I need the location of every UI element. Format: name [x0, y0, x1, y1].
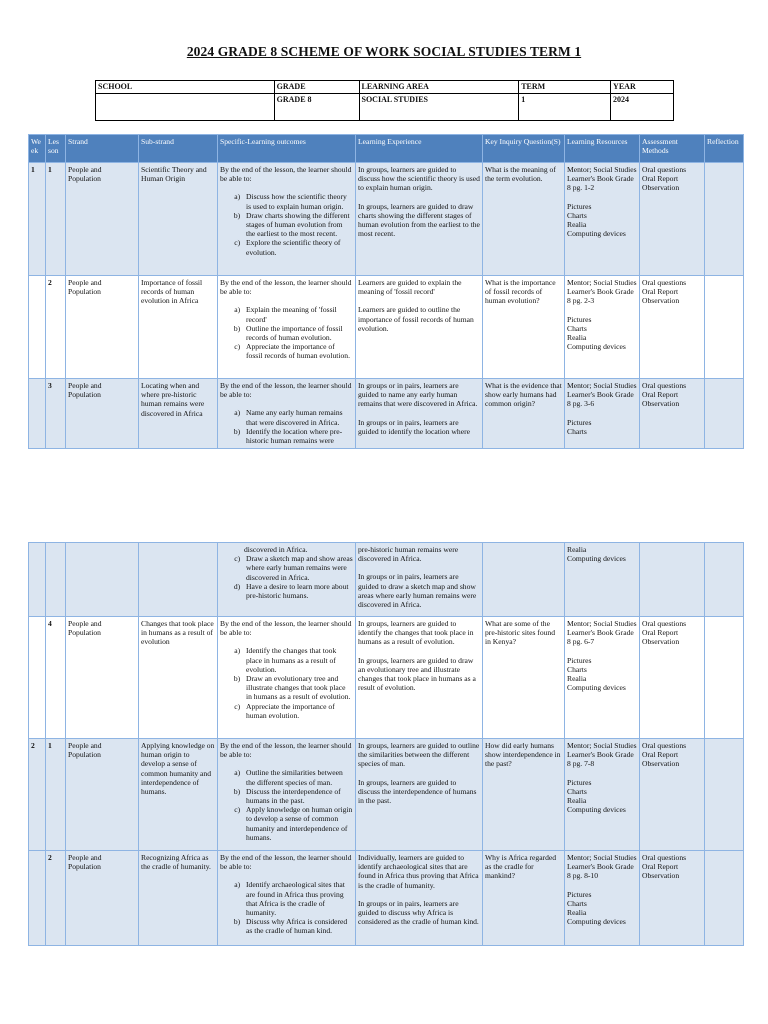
column-header-week: We ek	[29, 135, 46, 163]
resource-item: Realia	[567, 333, 587, 343]
assessment-cell	[640, 617, 705, 739]
outcomes-cell	[218, 617, 356, 739]
assessment-cell	[640, 379, 705, 449]
strand-cell: People and Population	[66, 163, 139, 276]
outcomes-intro: By the end of the lesson, the learner should be able to:	[220, 741, 352, 760]
outcomes-cell	[218, 276, 356, 379]
strand-cell: People and Population	[66, 851, 139, 946]
table-row	[29, 851, 744, 946]
inquiry-question-cell: What are some of the pre-historic sites found in Kenya?	[483, 617, 565, 739]
resource-item: Realia	[567, 796, 587, 806]
reflection-cell	[705, 379, 744, 449]
assessment-item: Oral questions	[642, 165, 687, 174]
lesson-cell: 2	[46, 851, 66, 946]
reflection-cell	[705, 851, 744, 946]
strand-cell: People and Population	[66, 379, 139, 449]
outcome-item: c. Appreciate the importance of human evolution.	[244, 702, 353, 720]
outcomes-cell	[218, 379, 356, 449]
info-header-year: YEAR	[611, 81, 674, 94]
outcome-item: b. Discuss the interdependence of humans in the past.	[244, 787, 353, 805]
resource-item: Computing devices	[567, 917, 626, 927]
outcomes-intro: By the end of the lesson, the learner should be able to:	[220, 278, 352, 297]
resource-item: Pictures	[567, 889, 592, 899]
assessment-item: Oral Report	[642, 862, 679, 872]
resource-item: Charts	[567, 898, 587, 908]
resource-item: Realia	[567, 220, 587, 230]
substrand-cell: Applying knowledge on human origin to develop a sense of common humanity and interdependence of humans.	[139, 739, 218, 851]
column-header-strand: Strand	[66, 135, 139, 163]
outcomes-list	[220, 408, 353, 445]
resource-item: Computing devices	[567, 229, 626, 239]
week-cell	[29, 851, 46, 946]
resources-cell	[565, 276, 640, 379]
resources-cell	[565, 617, 640, 739]
week-cell: 1	[29, 163, 46, 276]
experience-paragraph: In groups or in pairs, learners are guided to identify the location where	[358, 417, 470, 436]
experience-cell	[356, 276, 483, 379]
outcome-item: a. Discuss how the scientific theory is used to explain human origin.	[244, 192, 353, 210]
table-row	[29, 379, 744, 449]
strand-cell	[66, 543, 139, 617]
strand-cell: People and Population	[66, 739, 139, 851]
info-value-learning-area: SOCIAL STUDIES	[359, 94, 519, 121]
assessment-item: Observation	[642, 296, 680, 306]
experience-paragraph: Learners are guided to outline the importance of fossil records of human evolution.	[358, 305, 474, 333]
experience-paragraph: In groups, learners are guided to discuss how the scientific theory is used to explain human origin.	[358, 165, 480, 193]
column-header-substrand: Sub-strand	[139, 135, 218, 163]
reflection-cell	[705, 276, 744, 379]
resource-item: Realia	[567, 908, 587, 918]
lesson-cell	[46, 543, 66, 617]
experience-cell	[356, 617, 483, 739]
substrand-cell: Locating when and where pre-historic human remains were discovered in Africa	[139, 379, 218, 449]
experience-paragraph: Individually, learners are guided to identify archaeological sites that are found in Africa thus proving that Africa is the cradle of humanity.	[358, 853, 479, 890]
assessment-cell	[640, 739, 705, 851]
assessment-cell	[640, 276, 705, 379]
resource-item: Computing devices	[567, 342, 626, 352]
info-header-term: TERM	[519, 81, 611, 94]
substrand-cell: Recognizing Africa as the cradle of humanity.	[139, 851, 218, 946]
resource-item: Realia	[567, 674, 587, 684]
outcome-item: b. Outline the importance of fossil records of human evolution.	[244, 324, 353, 342]
outcome-item: a. Explain the meaning of 'fossil record'	[244, 305, 353, 323]
experience-cell	[356, 739, 483, 851]
school-info-table	[95, 80, 674, 121]
outcomes-list	[220, 305, 353, 360]
lesson-cell: 4	[46, 617, 66, 739]
resource-item: Computing devices	[567, 805, 626, 815]
outcomes-list	[220, 880, 353, 935]
column-header-lesson: Les son	[46, 135, 66, 163]
assessment-item: Observation	[642, 759, 680, 769]
resource-item: Charts	[567, 210, 587, 220]
inquiry-question-cell	[483, 543, 565, 617]
resources-cell	[565, 379, 640, 449]
resource-item: Pictures	[567, 777, 592, 787]
table-row	[29, 163, 744, 276]
experience-cell	[356, 379, 483, 449]
outcome-item: c. Appreciate the importance of fossil records of human evolution.	[244, 342, 353, 360]
info-value-term: 1	[519, 94, 611, 121]
experience-paragraph: In groups or in pairs, learners are guided to discuss why Africa is considered as the cradle of human kind.	[358, 898, 479, 927]
inquiry-question-cell: What is the evidence that show early humans had common origin?	[483, 379, 565, 449]
experience-paragraph: In groups, learners are guided to identify the changes that took place in humans as a result of evolution.	[358, 619, 474, 647]
assessment-item: Oral questions	[642, 619, 687, 628]
outcome-item: d. Have a desire to learn more about pre-historic humans.	[244, 582, 353, 600]
outcomes-intro: By the end of the lesson, the learner should be able to:	[220, 853, 352, 872]
experience-cell	[356, 851, 483, 946]
reflection-cell	[705, 739, 744, 851]
resource-item: Charts	[567, 426, 587, 436]
reflection-cell	[705, 543, 744, 617]
outcomes-cell	[218, 543, 356, 617]
experience-paragraph: Learners are guided to explain the meaning of 'fossil record'	[358, 278, 462, 297]
outcomes-list	[220, 554, 353, 600]
outcome-continued-text: discovered in Africa.	[244, 545, 308, 554]
outcomes-cell	[218, 739, 356, 851]
resources-book: Mentor; Social Studies Learner's Book Grade 8 pg. 7-8	[567, 741, 637, 769]
resources-book: Mentor; Social Studies Learner's Book Grade 8 pg. 1-2	[567, 165, 637, 193]
info-value-grade: GRADE 8	[274, 94, 359, 121]
assessment-item: Oral questions	[642, 853, 687, 862]
outcome-item: a. Outline the similarities between the different species of man.	[244, 768, 353, 786]
assessment-item: Oral Report	[642, 390, 679, 400]
scheme-table-page-1	[28, 134, 744, 449]
info-header-grade: GRADE	[274, 81, 359, 94]
info-header-school: SCHOOL	[96, 81, 275, 94]
inquiry-question-cell: How did early humans show interdependence in the past?	[483, 739, 565, 851]
lesson-cell: 2	[46, 276, 66, 379]
week-cell	[29, 543, 46, 617]
column-header-resources: Learning Resources	[565, 135, 640, 163]
outcome-item: c. Apply knowledge on human origin to develop a sense of common humanity and interdependence of humans.	[244, 805, 353, 842]
strand-cell: People and Population	[66, 276, 139, 379]
resource-item: Pictures	[567, 201, 592, 211]
table-row	[29, 617, 744, 739]
assessment-item: Observation	[642, 637, 680, 647]
reflection-cell	[705, 617, 744, 739]
assessment-cell	[640, 543, 705, 617]
resource-item: Realia	[567, 545, 587, 554]
substrand-cell: Changes that took place in humans as a result of evolution	[139, 617, 218, 739]
assessment-item: Oral Report	[642, 628, 679, 638]
outcome-item: b. Discuss why Africa is considered as the cradle of human kind.	[244, 917, 353, 935]
info-value-year: 2024	[611, 94, 674, 121]
assessment-item: Observation	[642, 399, 680, 409]
experience-paragraph: In groups, learners are guided to draw charts showing the different stages of human evolution from the earliest to the most recent.	[358, 201, 480, 239]
assessment-item: Oral questions	[642, 381, 687, 390]
experience-cell	[356, 163, 483, 276]
assessment-item: Oral questions	[642, 741, 687, 750]
resource-item: Charts	[567, 323, 587, 333]
resource-item: Pictures	[567, 417, 592, 427]
resources-cell	[565, 163, 640, 276]
table-row-continuation	[29, 543, 744, 617]
resource-item: Charts	[567, 664, 587, 674]
substrand-cell: Scientific Theory and Human Origin	[139, 163, 218, 276]
reflection-cell	[705, 163, 744, 276]
substrand-cell: Importance of fossil records of human evolution in Africa	[139, 276, 218, 379]
assessment-cell	[640, 163, 705, 276]
resources-cell	[565, 543, 640, 617]
lesson-cell: 1	[46, 739, 66, 851]
column-header-reflection: Reflection	[705, 135, 744, 163]
assessment-cell	[640, 851, 705, 946]
outcomes-list	[220, 192, 353, 256]
resource-item: Charts	[567, 786, 587, 796]
inquiry-question-cell: What is the importance of fossil records of human evolution?	[483, 276, 565, 379]
week-cell: 2	[29, 739, 46, 851]
outcome-item: c. Draw a sketch map and show areas where early human remains were discovered in Africa.	[244, 554, 353, 582]
outcomes-list	[220, 646, 353, 720]
outcome-item: a. Identify the changes that took place in humans as a result of evolution.	[244, 646, 353, 674]
assessment-item: Oral Report	[642, 287, 679, 297]
document-title: 2024 GRADE 8 SCHEME OF WORK SOCIAL STUDIES TERM 1	[186, 44, 582, 59]
resources-book: Mentor; Social Studies Learner's Book Grade 8 pg. 3-6	[567, 381, 637, 409]
assessment-item: Observation	[642, 871, 680, 881]
resources-book: Mentor; Social Studies Learner's Book Grade 8 pg. 2-3	[567, 278, 637, 306]
outcomes-intro: By the end of the lesson, the learner should be able to:	[220, 165, 352, 184]
experience-paragraph: In groups or in pairs, learners are guided to name any early human remains that were discovered in Africa.	[358, 381, 478, 409]
outcome-item: a. Identify archaeological sites that are found in Africa thus proving that Africa is the cradle of humanity.	[244, 880, 353, 917]
experience-paragraph: In groups, learners are guided to draw an evolutionary tree and illustrate changes that took place in humans as a result of evolution.	[358, 655, 476, 693]
scheme-table-page-2	[28, 542, 744, 946]
experience-paragraph: In groups, learners are guided to outline the similarities between the different species of man.	[358, 741, 480, 769]
lesson-cell: 3	[46, 379, 66, 449]
experience-paragraph: In groups, learners are guided to discuss the interdependence of humans in the past.	[358, 777, 477, 806]
resources-book: Mentor; Social Studies Learner's Book Grade 8 pg. 8-10	[567, 853, 637, 881]
substrand-cell	[139, 543, 218, 617]
info-header-learning-area: LEARNING AREA	[359, 81, 519, 94]
experience-paragraph: In groups or in pairs, learners are guided to draw a sketch map and show areas where early human remains were discovered in Africa.	[358, 572, 477, 610]
resource-item: Computing devices	[567, 683, 626, 693]
outcomes-intro: By the end of the lesson, the learner should be able to:	[220, 619, 352, 638]
week-cell	[29, 276, 46, 379]
table-row	[29, 276, 744, 379]
outcomes-list	[220, 768, 353, 842]
outcome-item: b. Draw charts showing the different stages of human evolution from the earliest to the most recent.	[244, 211, 353, 239]
column-header-question: Key Inquiry Question(S)	[483, 135, 565, 163]
resources-cell	[565, 739, 640, 851]
column-header-assessment: Assessment Methods	[640, 135, 705, 163]
strand-cell: People and Population	[66, 617, 139, 739]
lesson-cell: 1	[46, 163, 66, 276]
week-cell	[29, 617, 46, 739]
info-value-school	[96, 94, 275, 121]
outcomes-cell	[218, 851, 356, 946]
experience-cell	[356, 543, 483, 617]
outcome-item: c. Explore the scientific theory of evolution.	[244, 238, 353, 256]
outcome-item: a. Name any early human remains that were discovered in Africa.	[244, 408, 353, 426]
assessment-item: Oral Report	[642, 174, 679, 184]
outcome-item: b. Identify the location where pre-historic human remains were	[244, 427, 353, 445]
table-header-row	[29, 135, 744, 163]
outcome-item: b. Draw an evolutionary tree and illustrate changes that took place in humans as a result of evolution.	[244, 674, 353, 702]
inquiry-question-cell: Why is Africa regarded as the cradle for mankind?	[483, 851, 565, 946]
resource-item: Pictures	[567, 655, 592, 665]
assessment-item: Observation	[642, 183, 680, 193]
week-cell	[29, 379, 46, 449]
experience-paragraph: pre-historic human remains were discovered in Africa.	[358, 545, 459, 564]
resource-item: Computing devices	[567, 554, 626, 564]
resource-item: Pictures	[567, 314, 592, 324]
assessment-item: Oral questions	[642, 278, 687, 287]
inquiry-question-cell: What is the meaning of the term evolution.	[483, 163, 565, 276]
column-header-outcomes: Specific-Learning outcomes	[218, 135, 356, 163]
table-row	[29, 739, 744, 851]
column-header-experience: Learning Experience	[356, 135, 483, 163]
resources-book: Mentor; Social Studies Learner's Book Grade 8 pg. 6-7	[567, 619, 637, 647]
resources-cell	[565, 851, 640, 946]
outcomes-cell	[218, 163, 356, 276]
outcomes-intro: By the end of the lesson, the learner should be able to:	[220, 381, 352, 400]
assessment-item: Oral Report	[642, 750, 679, 760]
